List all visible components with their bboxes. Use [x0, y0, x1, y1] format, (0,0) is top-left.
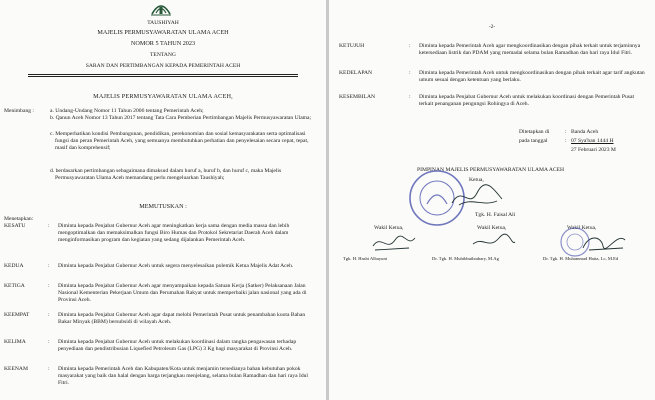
item-ketujuh-text: Diminta kepada Pemerintah Aceh agar mengkoordinasikan dengan pihak terkait untuk terjaminnya ketersediaan listrik dan PDAM yang memadai selama bulan Ramadhan dan hari raya Idul Fitri.: [419, 43, 641, 57]
item-colon: :: [48, 283, 50, 289]
date-label: pada tanggal: [519, 138, 548, 144]
vice-title-1: Wakil Ketua,: [374, 225, 404, 231]
menimbang-a: a. Undang-Undang Nomor 11 Tahun 2006 tentang Pemerintah Aceh;: [50, 108, 204, 114]
about-label: TENTANG: [150, 52, 176, 58]
vice-signature-1: [369, 232, 419, 254]
item-kesatu-text: Diminta kepada Penjabat Gubernur Aceh agar meningkatkan kerja sama dengan media massa dan lebih mengoptimalkan dan memaksimalkan fungsi Biro Humas dan Protokol Sekretariat Daerah Aceh dalam menginformasikan program dan kegiatan yang sedang dijalankan Pemerintah Aceh.: [58, 223, 290, 244]
item-colon: :: [48, 223, 50, 229]
council-heading: MAJELIS PERMUSYAWARATAN ULAMA ACEH,: [93, 93, 233, 100]
council-name: MAJELIS PERMUSYAWARATAN ULAMA ACEH: [97, 29, 229, 36]
title-divider: [28, 74, 298, 75]
memutuskan-heading: MEMUTUSKAN :: [139, 203, 187, 210]
item-ketiga-label: KETIGA: [4, 283, 25, 289]
leadership-heading: PIMPINAN MAJELIS PERMUSYAWARATAN ULAMA ACEH: [417, 167, 565, 173]
item-kelima-text: Diminta kepada Penjabat Gubernur Aceh untuk melakukan koordinasi dalam rangka pengawasan terhadap penyediaan dan pendistribusian Liquefied Petroleum Gas (LPG) 3 Kg bagi masyarakat di Provinsi Aceh.: [58, 339, 297, 353]
menimbang-c: c. Memperhatikan kondisi Pembangunan, pendidikan, perekonomian dan sosial kemasyarakatan serta optimalisasi fungsi dan peran Pemerintah Aceh, yang semuanya membutuhkan perhatian dan penyelesaian secara cepat, tepat, masif dan komprehensif;: [50, 131, 309, 152]
page-1: [0, 0, 326, 400]
mpu-stamp-small: [559, 226, 591, 258]
page-number: -2-: [488, 24, 496, 30]
item-colon: :: [409, 70, 411, 76]
item-ketujuh-label: KETUJUH: [339, 43, 365, 49]
chair-title: Ketua,: [469, 177, 484, 183]
item-kedua-label: KEDUA: [4, 263, 24, 269]
item-keenam-text: Diminta kepada Pemerintah Aceh dan Kabupaten/Kota untuk menjamin tersedianya bahan kebutuhan pokok masyarakat yang baik dan halal dengan harga terjangkau menjelang, selama bulan Ramadhan dan hari raya Idul Fitri.: [58, 366, 308, 387]
item-colon: :: [48, 366, 50, 372]
item-kesembilan-label: KESEMBILAN: [339, 94, 376, 100]
menetapkan-label: Menetapkan:: [4, 216, 34, 222]
item-kedua-text: Diminta kepada Penjabat Gubernur Aceh untuk segera menyelesaikan polemik Ketua Majelis Adat Aceh.: [58, 263, 294, 269]
item-keempat-label: KEEMPAT: [4, 312, 30, 318]
mpu-logo-icon: [148, 1, 174, 17]
date-masehi: 27 Februari 2023 M: [571, 147, 616, 153]
item-ketiga-text: Diminta kepada Penjabat Gubernur Aceh agar menyampaikan kepada Satuan Kerja (Satker) Pelaksanaan Jalan Nasional Kementerian Pekerjaan Umum dan Perumahan Rakyat untuk memperbaiki jalan nasional yang ada di Provinsi Aceh.: [58, 283, 307, 304]
item-kelima-label: KELIMA: [4, 339, 26, 345]
item-colon: :: [48, 312, 50, 318]
issued-at-value: Banda Aceh: [571, 129, 599, 135]
issued-at-label: Ditetapkan di: [519, 129, 550, 135]
vice-name-2: Dr. Tgk. H. Muhibbuthtabary, M.Ag: [432, 256, 499, 261]
document-subject: SARAN DAN PERTIMBANGAN KEPADA PEMERINTAH ACEH: [85, 63, 241, 69]
item-kedelapan-text: Diminta kepada Pemerintah Aceh untuk mengkoordinasikan dengan pihak terkait agar tarif angkutan umum sesuai dengan ketentuan yang berlaku.: [419, 70, 645, 84]
menimbang-d: d. berdasarkan pertimbangan sebagaimana dimaksud dalam huruf a, huruf b, dan huruf c, maka Majelis Permusyawaratan Ulama Aceh memandang perlu mengeluarkan Taushiyah;: [50, 168, 282, 182]
page-2: [329, 0, 655, 400]
item-colon: :: [409, 43, 411, 49]
item-kedelapan-label: KEDELAPAN: [339, 70, 373, 76]
item-colon: :: [565, 138, 567, 144]
chair-name: Tgk. H. Faisal Ali: [475, 212, 516, 218]
item-colon: :: [409, 94, 411, 100]
vice-title-3: Wakil Ketua,: [567, 225, 597, 231]
date-hijri: 07 Sya'ban 1444 H: [571, 138, 614, 144]
item-colon: :: [565, 129, 567, 135]
item-kesembilan-text: Diminta kepada Penjabat Gubernur Aceh untuk melakukan koordinasi dengan Pemerintah Pusat terkait penanganan pengungsi Rohingya di Aceh.: [419, 94, 634, 108]
item-keenam-label: KEENAM: [4, 366, 28, 372]
vice-signature-2: [469, 232, 519, 254]
tausiyah-label: TAUSHIYAH: [147, 20, 179, 26]
chair-signature: [447, 183, 507, 211]
item-keempat-text: Diminta kepada Penjabat Gubernur Aceh agar dapat melobi Pemerintah Pusat untuk penambahan kuota Bahan Bakar Minyak (BBM) bersubsidi di wilayah Aceh.: [58, 312, 306, 326]
menimbang-b: b. Qanun Aceh Nomor 13 Tahun 2017 tentang Tata Cara Pemberian Pertimbangan Majelis Permusyawaratan Ulama;: [50, 115, 312, 121]
title-divider-2: [28, 76, 298, 77]
vice-name-3: Dr. Tgk. H. Muhammad Hatta, Lc, M.Ed: [543, 256, 619, 261]
item-colon: :: [48, 263, 50, 269]
vice-title-2: Wakil Ketua,: [477, 225, 507, 231]
menimbang-label: Menimbang :: [4, 108, 34, 114]
item-kesatu-label: KESATU: [4, 223, 26, 229]
vice-name-1: Tgk. H. Hasbi Albayuni: [343, 256, 388, 261]
item-colon: :: [48, 339, 50, 345]
document-number: NOMOR 5 TAHUN 2023: [130, 40, 196, 47]
